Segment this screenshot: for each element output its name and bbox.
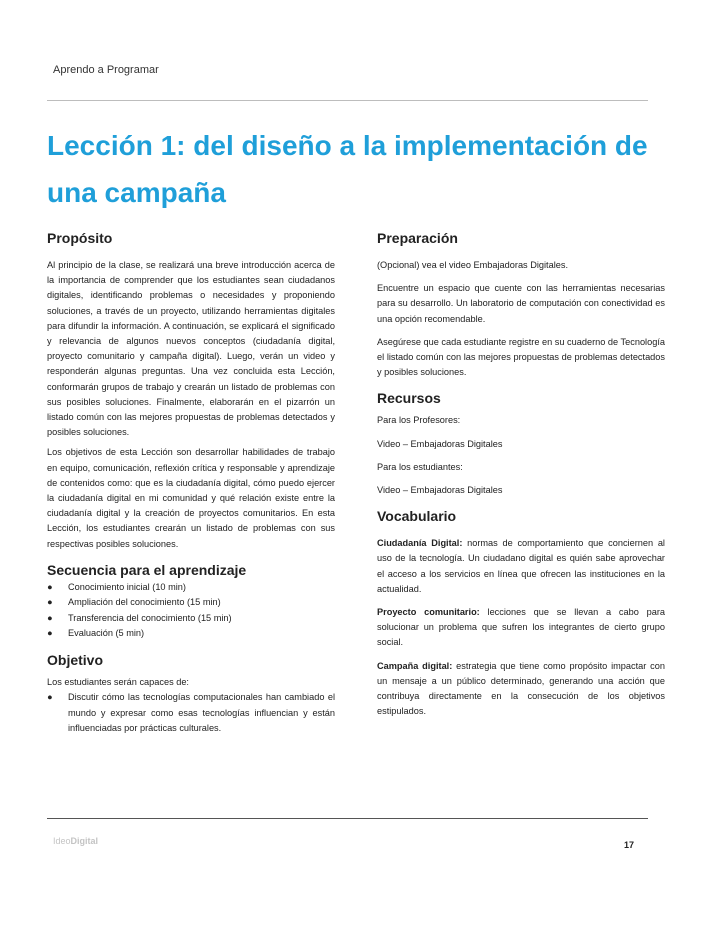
objetivo-list xyxy=(47,690,335,737)
footer-brand-strong: Digital xyxy=(70,836,99,846)
vocabulario-entry xyxy=(377,536,665,597)
proposito-heading: Propósito xyxy=(47,230,113,246)
preparacion-paragraph: (Opcional) vea el video Embajadoras Digitales. xyxy=(377,260,568,270)
vocabulario-definition: lecciones que se llevan a cabo para solucionar un problema que sufren los integrantes de cierto grupo social. xyxy=(377,607,665,648)
page-number: 17 xyxy=(624,840,635,850)
objetivo-heading: Objetivo xyxy=(47,651,104,668)
vocabulario-term: Proyecto comunitario: xyxy=(377,607,480,618)
list-item-text: Discutir cómo las tecnologías computacionales han cambiado el mundo y expresar como esas tecnologías influencian y están influenciadas por prácticas culturales. xyxy=(68,692,335,734)
bullet-icon: ● xyxy=(47,612,53,623)
recursos-line: Para los estudiantes: xyxy=(377,461,463,472)
vocabulario-term: Ciudadanía Digital: xyxy=(377,538,463,549)
vocabulario-entry xyxy=(377,659,665,720)
footer-brand-light: Ideo xyxy=(53,836,71,846)
objetivo-section xyxy=(47,650,335,737)
list-item-text: Ampliación del conocimiento (15 min) xyxy=(68,597,221,608)
list-item xyxy=(47,626,335,642)
bullet-icon: ● xyxy=(47,581,53,592)
recursos-heading: Recursos xyxy=(377,390,441,407)
vocabulario-definition: normas de comportamiento que conciernen al uso de la tecnología. Un ciudadano digital es quién sabe aprovechar el acceso a los servicios en línea que ofrecen las instituciones en la actualidad. xyxy=(377,538,665,594)
header-title: Aprendo a Programar xyxy=(53,64,159,76)
secuencia-section xyxy=(47,560,335,642)
preparacion-paragraph: Encuentre un espacio que cuente con las herramientas necesarias para su desarrollo. Un laboratorio de computación con conectividad es una opción recomendable. xyxy=(377,283,665,324)
vocabulario-definition: estrategia que tiene como propósito impactar con un mensaje a un público determinado, generando una acción que contribuya directamente en la consecución de los objetivos estipulados. xyxy=(377,660,665,717)
proposito-paragraph: Los objetivos de esta Lección son desarrollar habilidades de trabajo en equipo, comunicación, reflexión crítica y responsable y aprendizaje de contenidos como: que es la ciudadanía digital, cómo puedo ejercer la ciudadanía digital en mi comunidad y qué relación existe entre la ciudadanía digital y la creación de proyectos comunitarios. En esta Lección, los estudiantes crearán un listado de problemas con sus respectivas posibles soluciones. xyxy=(47,447,335,549)
vocabulario-section xyxy=(377,506,665,719)
proposito-section xyxy=(47,228,335,552)
preparacion-section xyxy=(377,228,665,380)
recursos-line: Video – Embajadoras Digitales xyxy=(377,438,503,449)
footer-divider xyxy=(47,818,648,819)
header-divider xyxy=(47,100,648,101)
list-item xyxy=(47,595,335,611)
recursos-section xyxy=(377,388,665,498)
list-item xyxy=(47,580,335,596)
secuencia-list xyxy=(47,580,335,642)
recursos-line: Video – Embajadoras Digitales xyxy=(377,485,503,496)
left-column xyxy=(47,228,335,737)
proposito-paragraph: Al principio de la clase, se realizará una breve introducción acerca de la importancia de comprender que los estudiantes sean ciudadanos digitales, identificando problemas o necesidades y proponiendo soluciones, a través de un proyecto, utilizando herramientas digitales para difundir la información. A continuación, se explicará el significado y relevancia de algunos nuevos conceptos (ciudadanía digital, proyecto comunitario y campaña digital). Luego, verán un video y responderán algunas preguntas. Una vez concluida esta Lección, conformarán grupos de trabajo y crearán un listado de problemas con sus posibles soluciones. Finalmente, elaborarán en el pizarrón un listado común con las mejores propuestas de problemas detectados y posibles soluciones. xyxy=(47,260,335,438)
bullet-icon: ● xyxy=(47,692,53,703)
vocabulario-entry xyxy=(377,605,665,651)
list-item-text: Evaluación (5 min) xyxy=(68,628,145,639)
list-item-text: Transferencia del conocimiento (15 min) xyxy=(68,612,232,623)
vocabulario-heading: Vocabulario xyxy=(377,508,457,525)
secuencia-heading: Secuencia para el aprendizaje xyxy=(47,561,247,578)
right-column xyxy=(377,228,665,719)
recursos-line: Para los Profesores: xyxy=(377,415,461,426)
bullet-icon: ● xyxy=(47,628,53,639)
footer-brand-logo xyxy=(53,836,98,846)
preparacion-paragraph: Asegúrese que cada estudiante registre en su cuaderno de Tecnología el listado común con las mejores propuestas de problemas detectados y posibles soluciones. xyxy=(377,336,665,378)
vocabulario-term: Campaña digital: xyxy=(377,660,453,671)
bullet-icon: ● xyxy=(47,597,53,608)
preparacion-heading: Preparación xyxy=(377,230,458,246)
list-item xyxy=(47,690,335,737)
lesson-title: Lección 1: del diseño a la implementación de una campaña xyxy=(47,130,648,208)
list-item-text: Conocimiento inicial (10 min) xyxy=(68,581,186,592)
list-item xyxy=(47,611,335,627)
objetivo-intro: Los estudiantes serán capaces de: xyxy=(47,676,189,687)
